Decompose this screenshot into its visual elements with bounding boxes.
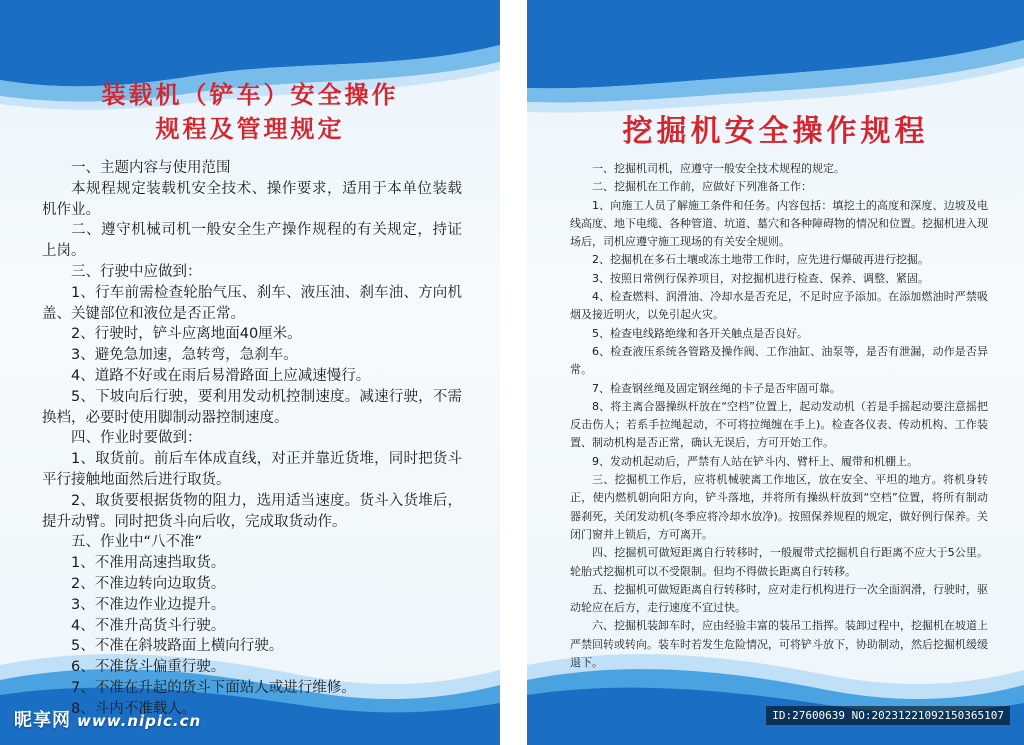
left-title-line1: 装载机（铲车）安全操作: [101, 81, 399, 109]
top-wave-decoration: [527, 0, 1024, 120]
left-paragraph: 5、下坡向后行驶，要利用发动机控制速度。减速行驶，不需换档，必要时使用脚制动器控制速度。: [42, 388, 462, 426]
left-paragraph: 1、不准用高速挡取货。: [71, 555, 226, 572]
right-paragraph: 一、挖掘机司机，应遵守一般安全技术规程的规定。: [592, 162, 845, 175]
right-paragraph: 五、挖掘机可做短距离自行转移时，应对走行机构进行一次全面润滑，行驶时，驱动轮应在后方，走行速度不宜过快。: [570, 582, 988, 615]
right-paragraph: 6、检查液压系统各管路及操作阀、工作油缸、油泵等，是否有泄漏，动作是否异常。: [570, 344, 988, 377]
left-paragraph: 四、作业时要做到：: [71, 430, 202, 447]
left-paragraph: 4、道路不好或在雨后易滑路面上应减速慢行。: [71, 367, 371, 384]
left-paragraph: 1、取货前。前后车体成直线，对正并靠近货堆，同时把货斗平行接触地面然后进行取货。: [42, 451, 462, 488]
left-paragraph: 8、斗内不准载人。: [71, 700, 197, 717]
left-paragraph: 本规程规定装载机安全技术、操作要求，适用于本单位装载机作业。: [42, 180, 462, 218]
left-paragraph: 2、不准边转向边取货。: [71, 575, 226, 592]
right-paragraph: 三、挖掘机工作后，应将机械驶离工作地区，放在安全、平坦的地方。将机身转正，使内燃机朝向阳方向，铲斗落地，并将所有操纵杆放到“空档”位置，将所有制动器刹死，关闭发动机(冬季应将冷却水放净)。按照保养规程的规定，做好例行保养。关闭门窗并上锁后，方可离开。: [570, 473, 988, 541]
left-paragraph: 3、不准边作业边提升。: [71, 596, 226, 613]
watermark-site-url: www.nipic.cn: [77, 712, 202, 730]
left-paragraph: 5、不准在斜坡路面上横向行驶。: [71, 638, 284, 655]
left-paragraph: 2、取货要根据货物的阻力，选用适当速度。货斗入货堆后，提升动臂。同时把货斗向后收，完成取货动作。: [42, 492, 462, 530]
right-paragraph: 9、发动机起动后，严禁有人站在铲斗内、臂杆上、履带和机棚上。: [592, 454, 918, 468]
left-paragraph: 三、行驶中应做到：: [71, 263, 202, 280]
left-paragraph: 1、行车前需检查轮胎气压、刹车、液压油、刹车油、方向机盖、关键部位和液位是否正常。: [42, 284, 462, 322]
left-paragraph: 二、遵守机械司机一般安全生产操作规程的有关规定，持证上岗。: [42, 222, 462, 260]
left-paragraph: 7、不准在升起的货斗下面站人或进行维修。: [71, 679, 356, 696]
left-paragraph: 一、主题内容与使用范围: [71, 160, 231, 176]
right-title: 挖掘机安全操作规程: [622, 114, 929, 149]
image-id-watermark: ID:27600639 NO:20231221092150365107: [766, 706, 1010, 725]
right-paragraph: 四、挖掘机可做短距离自行转移时，一般履带式挖掘机自行距离不应大于5公里。轮胎式挖掘机可以不受限制。但均不得做长距离自行转移。: [570, 546, 988, 578]
right-body-text: [570, 160, 988, 672]
right-paragraph: 7、检查钢丝绳及固定钢丝绳的卡子是否牢固可靠。: [592, 381, 841, 395]
right-paragraph: 六、挖掘机装卸车时，应由经验丰富的装吊工指挥。装卸过程中，挖掘机在坡道上严禁回转或转向。装车时若发生危险情况，可将铲斗放下，协助制动，然后挖掘机缓缓退下。: [570, 619, 988, 670]
watermark-logo-text: 昵享网: [14, 710, 71, 731]
left-paragraph: 五、作业中“八不准”: [71, 534, 203, 551]
right-paragraph: 二、挖掘机在工作前，应做好下列准备工作：: [592, 180, 812, 194]
left-paragraph: 2、行驶时，铲斗应离地面40厘米。: [71, 326, 302, 343]
left-paragraph: 6、不准货斗偏重行驶。: [71, 659, 226, 676]
left-title-line2: 规程及管理规定: [155, 115, 345, 143]
left-paragraph: 4、不准升高货斗行驶。: [71, 617, 226, 634]
right-paragraph: 4、检查燃料、润滑油、冷却水是否充足，不足时应予添加。在添加燃油时严禁吸烟及接近明火，以免引起火灾。: [570, 290, 988, 322]
right-paragraph: 1、向施工人员了解施工条件和任务。内容包括：填挖土的高度和深度、边坡及电线高度、地下电缆、各种管道、坑道、墓穴和各种障碍物的情况和位置。挖掘机进入现场后，司机应遵守施工现场的有关安全规则。: [570, 198, 988, 249]
site-watermark-logo: [14, 706, 201, 732]
right-paragraph: 5、检查电线路绝缘和各开关触点是否良好。: [592, 326, 808, 340]
left-body-text: [42, 158, 462, 720]
left-paragraph: 3、避免急加速，急转弯，急刹车。: [71, 347, 298, 364]
right-paragraph: 8、将主离合器操纵杆放在“空档”位置上，起动发动机（若是手摇起动要注意摇把反击伤人；若系手拉绳起动，不可将拉绳缠在手上)。检查各仪表、传动机构、工作装置、制动机构是否正常，确认无误后，方可开始工作。: [570, 399, 988, 450]
right-paragraph: 3、按照日常例行保养项目，对挖掘机进行检查、保养、调整、紧固。: [592, 271, 929, 285]
right-paragraph: 2、挖掘机在多石土壤或冻土地带工作时，应先进行爆破再进行挖掘。: [592, 253, 929, 267]
